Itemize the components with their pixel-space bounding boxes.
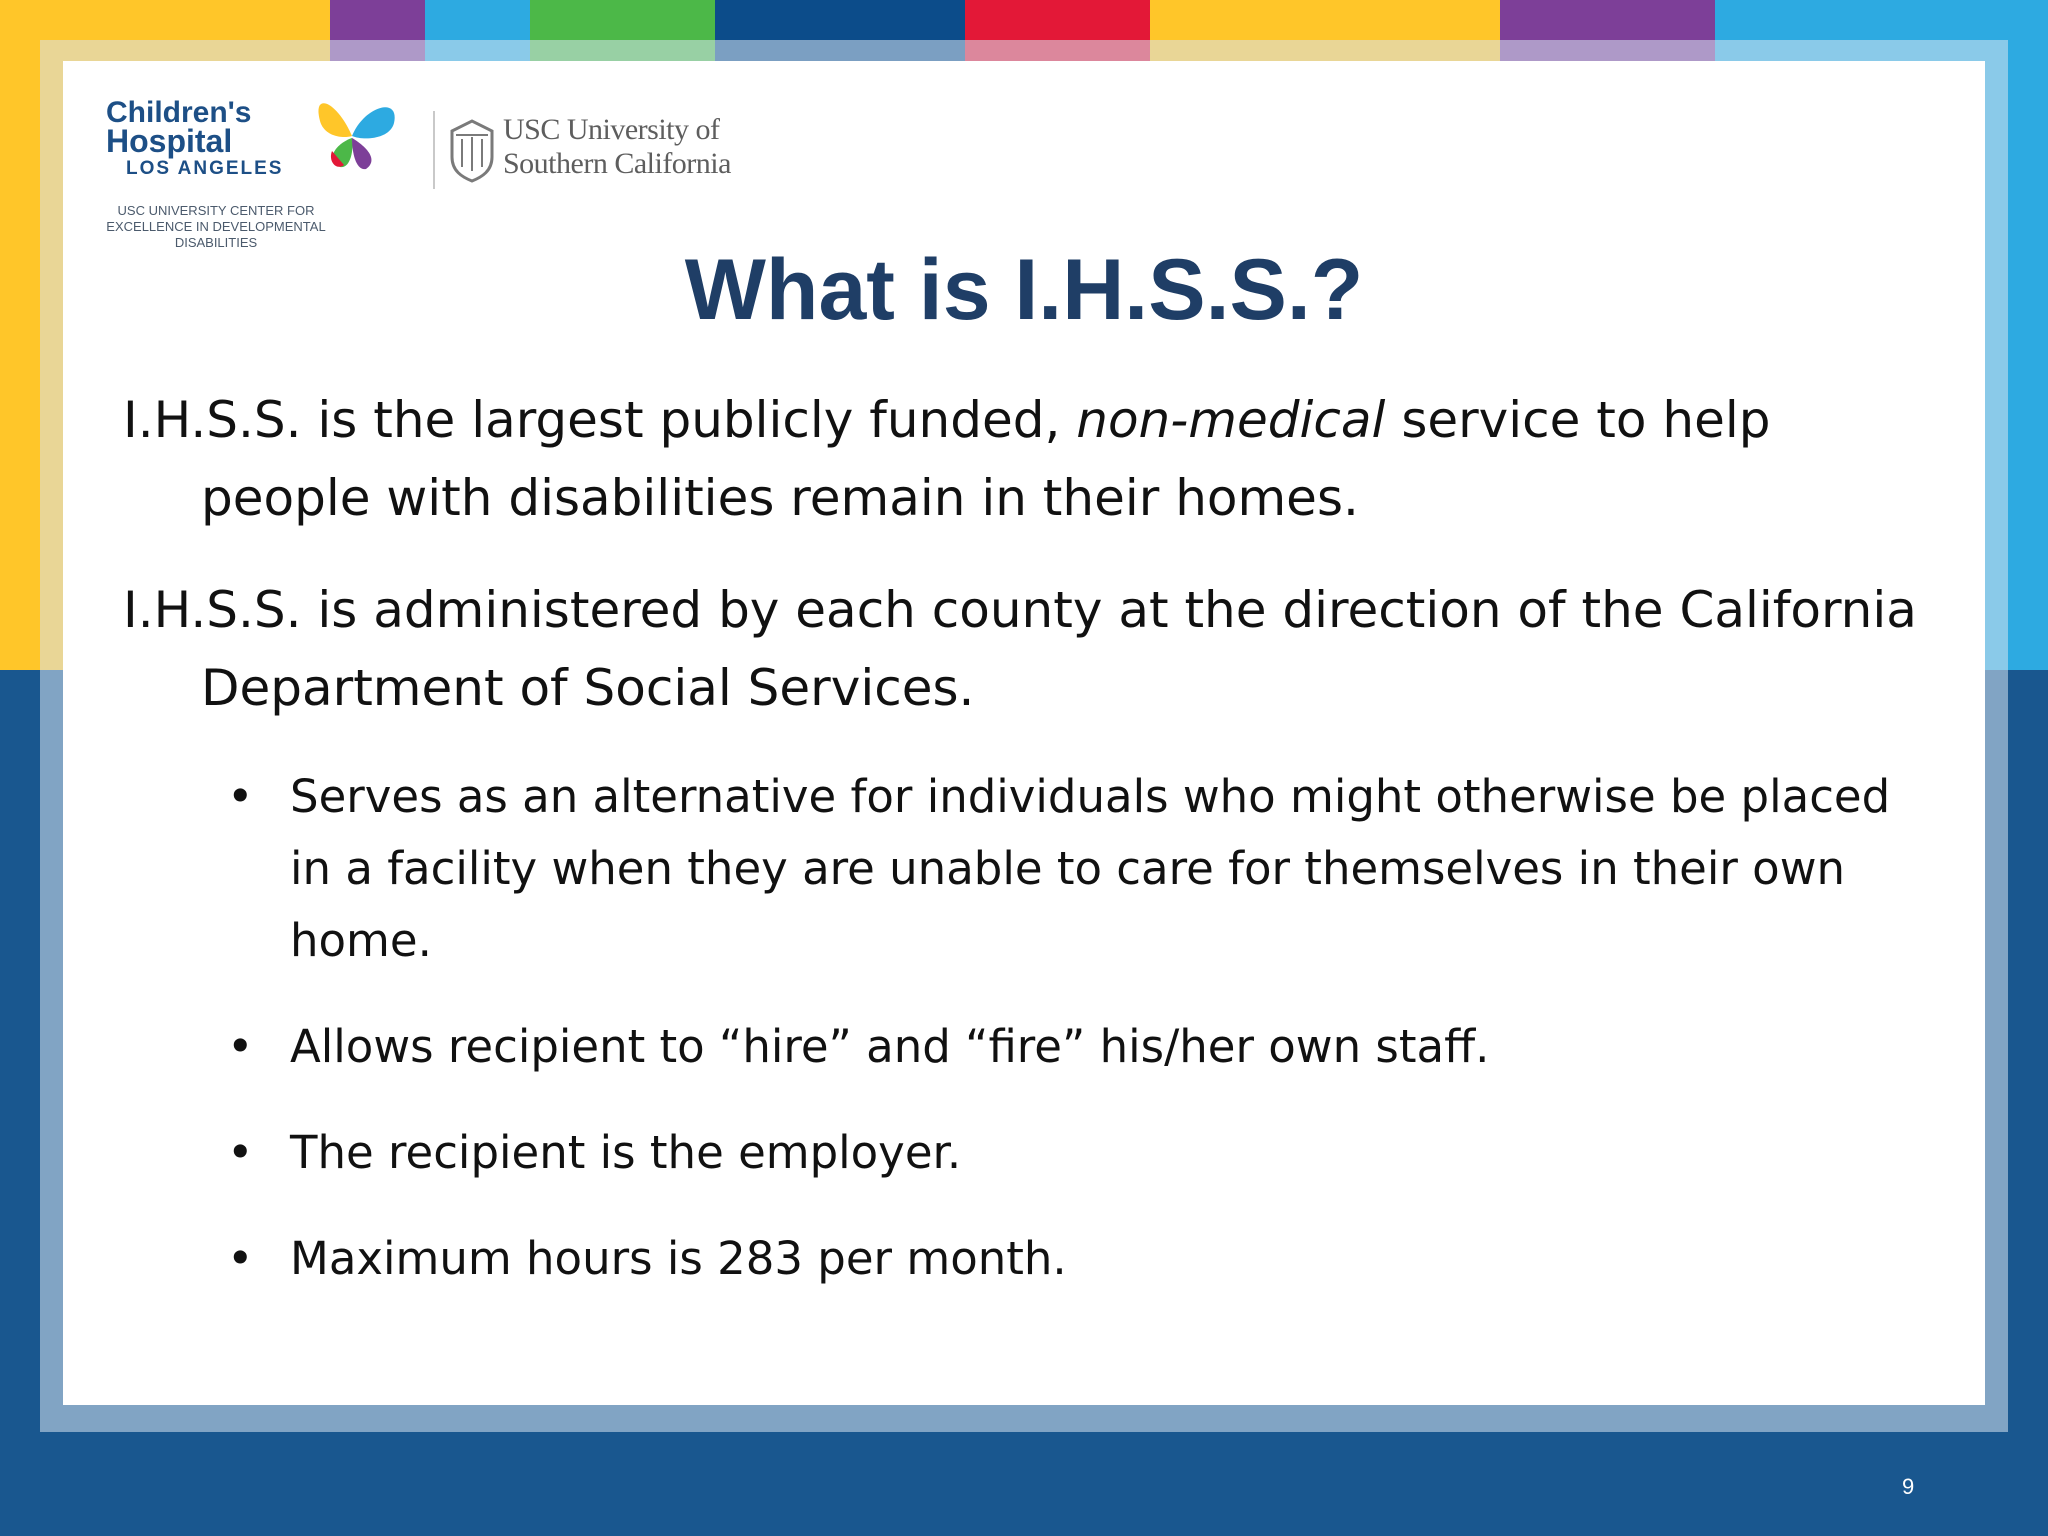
usc-logo [448,111,768,191]
bullet-item [123,1223,1943,1295]
bullet-dot: • [227,1232,254,1285]
paragraph-2: I.H.S.S. is administered by each county at the direction of the California Department of Social Services. [123,581,1917,717]
chla-logo [106,81,426,251]
paragraph-1-text-a: I.H.S.S. is the largest publicly funded, [123,391,1077,449]
bullet-dot: • [227,1126,254,1179]
paragraph-1-text-b: service to help people with disabilities remain in their homes. [201,391,1771,527]
usc-line2: Southern California [503,147,731,180]
bullet-item [123,1117,1943,1189]
butterfly-icon [302,81,402,181]
chla-line1: Children's [106,96,252,129]
chla-subtitle: USC UNIVERSITY CENTER FOR EXCELLENCE IN DEVELOPMENTAL DISABILITIES [106,203,326,250]
bullet-text: Serves as an alternative for individuals who might otherwise be placed in a facility when they are unable to care for themselves in their own home. [290,770,1891,967]
bullet-text: The recipient is the employer. [290,1126,962,1179]
page-number: 9 [1902,1474,1915,1499]
bullet-dot: • [227,1020,254,1073]
chla-line2: Hospital [106,123,233,159]
slide-body [123,381,1943,1329]
chla-wordmark [106,96,284,183]
bullet-text: Allows recipient to “hire” and “fire” his/her own staff. [290,1020,1490,1073]
bullet-item [123,761,1943,977]
bullet-item [123,1011,1943,1083]
usc-line1: USC University of [503,113,720,146]
bullet-dot: • [227,770,254,823]
logo-divider [433,111,435,189]
slide-title: What is I.H.S.S.? [684,242,1364,338]
usc-wordmark [503,113,731,181]
slide-card [63,61,1985,1405]
chla-line3: LOS ANGELES [126,158,284,179]
usc-seal-icon [448,117,496,183]
bullet-text: Maximum hours is 283 per month. [290,1232,1067,1285]
paragraph-1-italic: non-medical [1076,391,1386,449]
bullet-list [123,761,1943,1295]
paragraph-1 [123,381,1943,537]
